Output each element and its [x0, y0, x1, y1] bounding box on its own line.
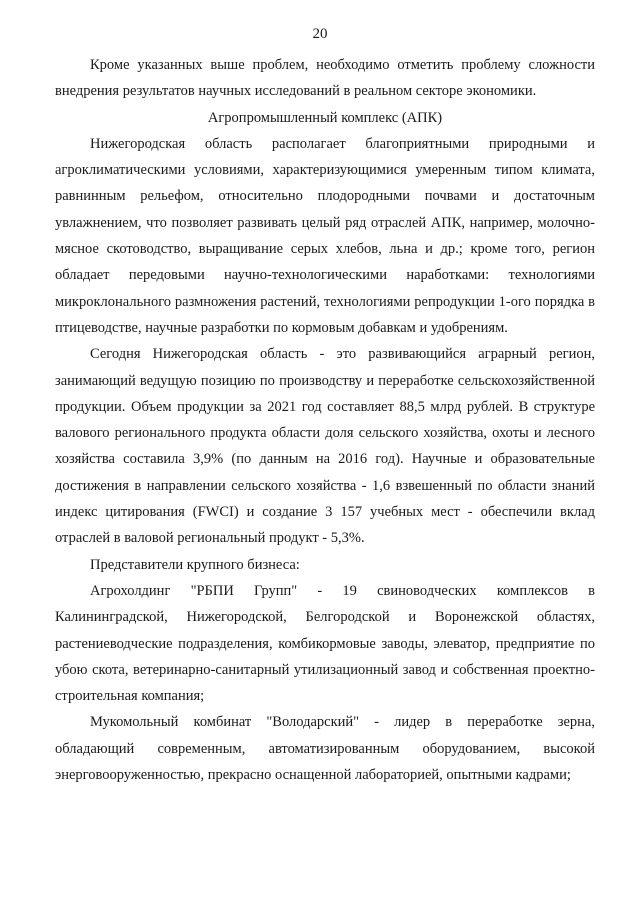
page-number: 20 — [312, 26, 328, 42]
paragraph-volodarsky-mill: Мукомольный комбинат "Володарский" - лидер в переработке зерна, обладающий современным, автоматизированным оборудованием, высокой энерговооруженностью, прекрасно оснащенной лабораторией, опытными кадрами; — [55, 714, 595, 784]
paragraph-rbpi-group: Агрохолдинг "РБПИ Групп" - 19 свиноводческих комплексов в Калининградской, Нижегородской, Белгородской и Воронежской областях, растениеводческие подразделения, комбикормовые заводы, элеватор, предприятие по убою скота, ветеринарно-санитарный утилизационный завод и собственная проектно-строительная компания; — [55, 582, 595, 705]
paragraph-intro: Кроме указанных выше проблем, необходимо отметить проблему сложности внедрения результатов научных иcследований в реальном секторе экономики. — [55, 57, 595, 100]
paragraph-region-today: Сегодня Нижегородская область - это развивающийся аграрный регион, занимающий ведущую позицию по производству и переработке сельскохозяйственной продукции. Объем продукции за 2021 год составляет 88,5 млрд рублей. В структуре валового регионального продукта области доля сельского хозяйства, охоты и лесного хозяйства составила 3,9% (по данным на 2016 год). Научные и образовательные достижения в направлении сельского хозяйства - 1,6 взвешенный по области знаний индекс цитирования (FWCI) и создание 3 157 учебных мест - обеспечили вклад отраслей в валовой региональный продукт - 5,3%. — [55, 346, 595, 547]
document-body — [55, 52, 595, 788]
paragraph-business-intro: Представители крупного бизнеса: — [90, 556, 300, 573]
paragraph-region-conditions: Нижегородская область располагает благоприятными природными и агроклиматическими условиями, характеризующимися умеренным типом климата, равнинным рельефом, относительно плодородными почвами и достаточным увлажнением, что позволяет развивать целый ряд отраслей АПК, например, молочно-мясное скотоводство, выращивание серых хлебов, льна и др.; кроме того, регион обладает передовыми научно-технологическими наработками: технологиями микроклонального размножения растений, технологиями репродукции 1-ого порядка в птицеводстве, научные разработки по кормовым добавкам и удобрениям. — [55, 135, 595, 336]
section-heading-apk: Агропромышленный комплекс (АПК) — [207, 109, 443, 126]
